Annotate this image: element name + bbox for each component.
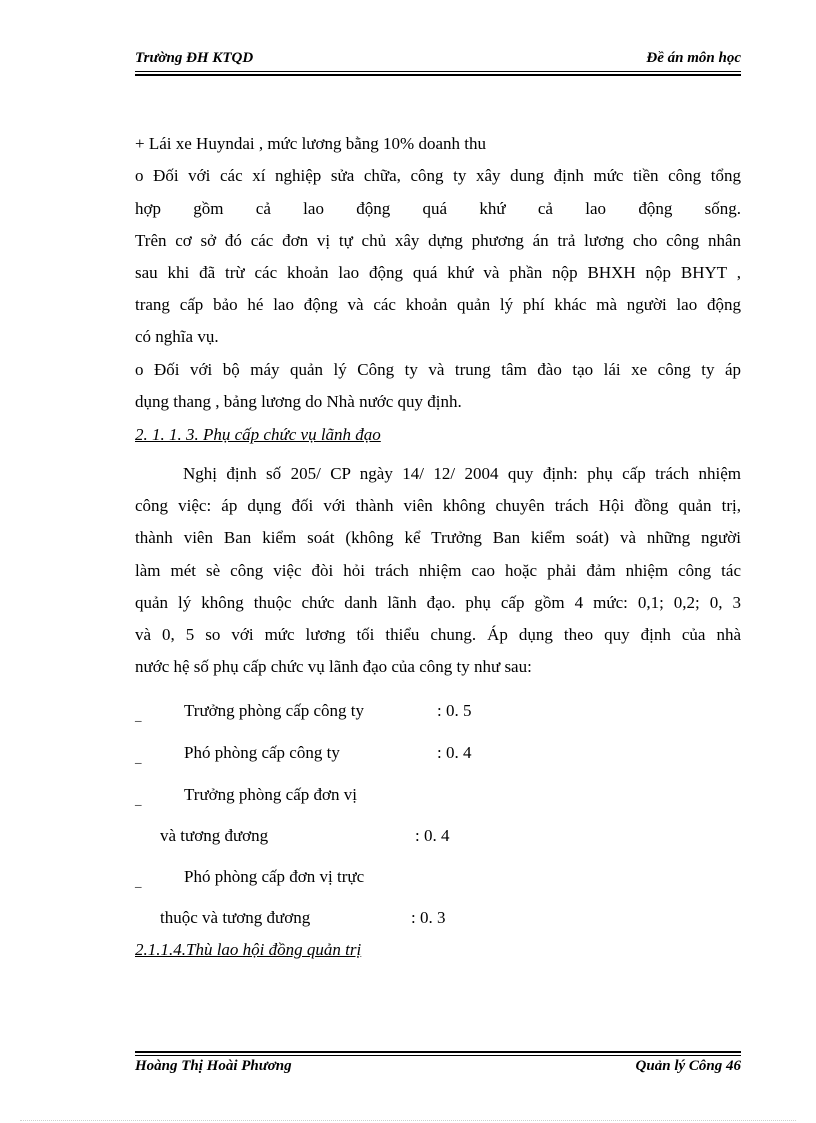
list-bullet: _ [135,874,142,889]
body-line: nước hệ số phụ cấp chức vụ lãnh đạo của công ty như sau: [135,657,532,676]
body-line: và 0, 5 so với mức lương tối thiểu chung. Áp dụng theo quy định của nhà [135,625,741,644]
list-item-label-continued: và tương đương [160,826,269,845]
list-item-label: Trưởng phòng cấp đơn vị [184,785,357,804]
body-line: sau khi đã trừ các khoản lao động quá khứ và phần nộp BHXH nộp BHYT , [135,263,741,282]
header-rule-thin [135,71,741,72]
body-line: o Đối với bộ máy quản lý Công ty và trung tâm đào tạo lái xe công ty áp [135,360,741,379]
list-bullet: _ [135,792,142,807]
header-school: Trường ĐH KTQD [135,50,254,66]
section-heading-2-1-1-4: 2.1.1.4.Thù lao hội đồng quản trị [135,940,362,959]
list-item-label-continued: thuộc và tương đương [160,908,311,927]
list-bullet: _ [135,750,142,765]
body-line: hợp gồm cả lao động quá khứ cả lao động sống. [135,199,741,218]
body-line: + Lái xe Huyndai , mức lương bằng 10% doanh thu [135,134,486,153]
body-line: công việc: áp dụng đối với thành viên không chuyên trách Hội đồng quản trị, [135,496,741,515]
footer-class-page: Quản lý Công 46 [635,1058,741,1074]
body-line: có nghĩa vụ. [135,327,219,346]
list-item-value: : 0. 4 [415,826,450,845]
page-edge-divider [20,1120,796,1122]
body-line: dụng thang , bảng lương do Nhà nước quy định. [135,392,462,411]
page-footer [135,1058,741,1078]
list-item-value: : 0. 3 [411,908,446,927]
header-title: Đề án môn học [646,50,741,66]
list-item-label: Phó phòng cấp đơn vị trực [184,867,365,886]
page-header [135,50,741,70]
body-line: trang cấp bảo hé lao động và các khoản quản lý phí khác mà người lao động [135,295,741,314]
footer-rule-thick [135,1051,741,1053]
body-line: quản lý không thuộc chức danh lãnh đạo. phụ cấp gồm 4 mức: 0,1; 0,2; 0, 3 [135,593,741,612]
list-item-value: : 0. 5 [437,701,472,720]
header-rule-thick [135,74,741,76]
list-item-label: Trưởng phòng cấp công ty [184,701,365,720]
list-bullet: _ [135,708,142,723]
body-line: o Đối với các xí nghiệp sửa chữa, công ty xây dung định mức tiền công tổng [135,166,741,185]
body-line: thành viên Ban kiểm soát (không kể Trưởng Ban kiểm soát) và những người [135,528,741,547]
footer-rule-thin [135,1055,741,1056]
body-line: Nghị định số 205/ CP ngày 14/ 12/ 2004 quy định: phụ cấp trách nhiệm [183,464,741,483]
footer-author: Hoàng Thị Hoài Phương [135,1058,292,1074]
body-line: làm mét sè công việc đòi hỏi trách nhiệm cao hoặc phải đảm nhiệm công tác [135,561,741,580]
section-heading-2-1-1-3: 2. 1. 1. 3. Phụ cấp chức vụ lãnh đạo [135,425,381,444]
list-item-value: : 0. 4 [437,743,472,762]
list-item-label: Phó phòng cấp công ty [184,743,340,762]
body-line: Trên cơ sở đó các đơn vị tự chủ xây dựng phương án trả lương cho công nhân [135,231,741,250]
